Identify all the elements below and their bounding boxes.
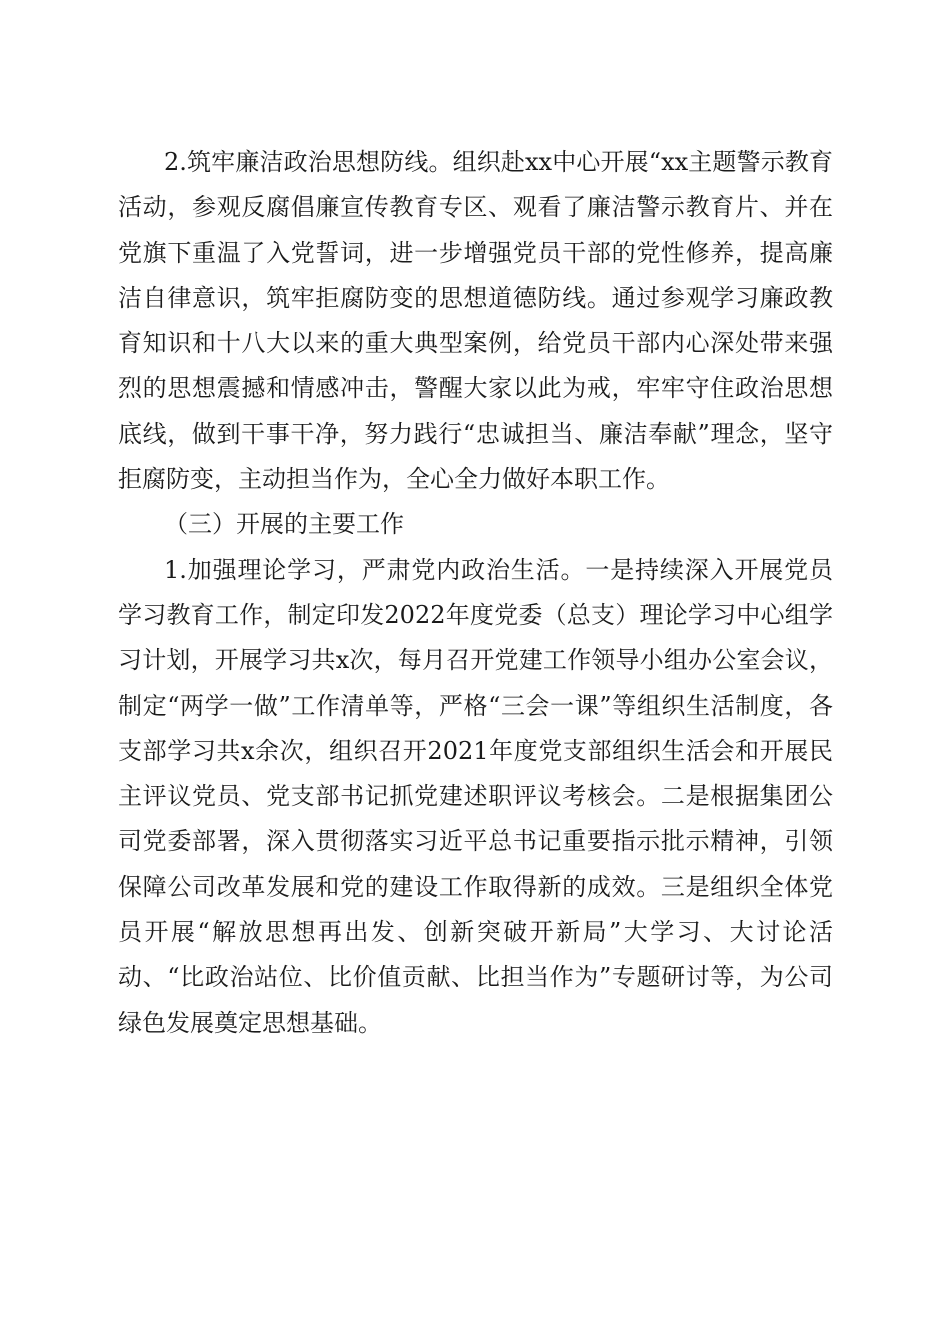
document-body — [118, 140, 833, 1046]
paragraph-anti-corruption-defense: 2.筑牢廉洁政治思想防线。组织赴xx中心开展“xx主题警示教育活动，参观反腐倡廉宣传教育专区、观看了廉洁警示教育片、并在党旗下重温了入党誓词，进一步增强党员干部的党性修养，提高廉洁自律意识，筑牢拒腐防变的思想道德防线。通过参观学习廉政教育知识和十八大以来的重大典型案例，给党员干部内心深处带来强烈的思想震撼和情感冲击，警醒大家以此为戒，牢牢守住政治思想底线，做到干事干净，努力践行“忠诚担当、廉洁奉献”理念，坚守拒腐防变，主动担当作为，全心全力做好本职工作。 — [118, 148, 833, 494]
section-heading-main-work: （三）开展的主要工作 — [164, 510, 404, 539]
paragraph-theory-study: 1.加强理论学习，严肃党内政治生活。一是持续深入开展党员学习教育工作，制定印发2022年度党委（总支）理论学习中心组学习计划，开展学习共x次，每月召开党建工作领导小组办公室会议，制定“两学一做”工作清单等，严格“三会一课”等组织生活制度，各支部学习共x余次，组织召开2021年度党支部组织生活会和开展民主评议党员、党支部书记抓党建述职评议考核会。二是根据集团公司党委部署，深入贯彻落实习近平总书记重要指示批示精神，引领保障公司改革发展和党的建设工作取得新的成效。三是组织全体党员开展“解放思想再出发、创新突破开新局”大学习、大讨论活动、“比政治站位、比价值贡献、比担当作为”专题研讨等，为公司绿色发展奠定思想基础。 — [118, 555, 833, 1037]
